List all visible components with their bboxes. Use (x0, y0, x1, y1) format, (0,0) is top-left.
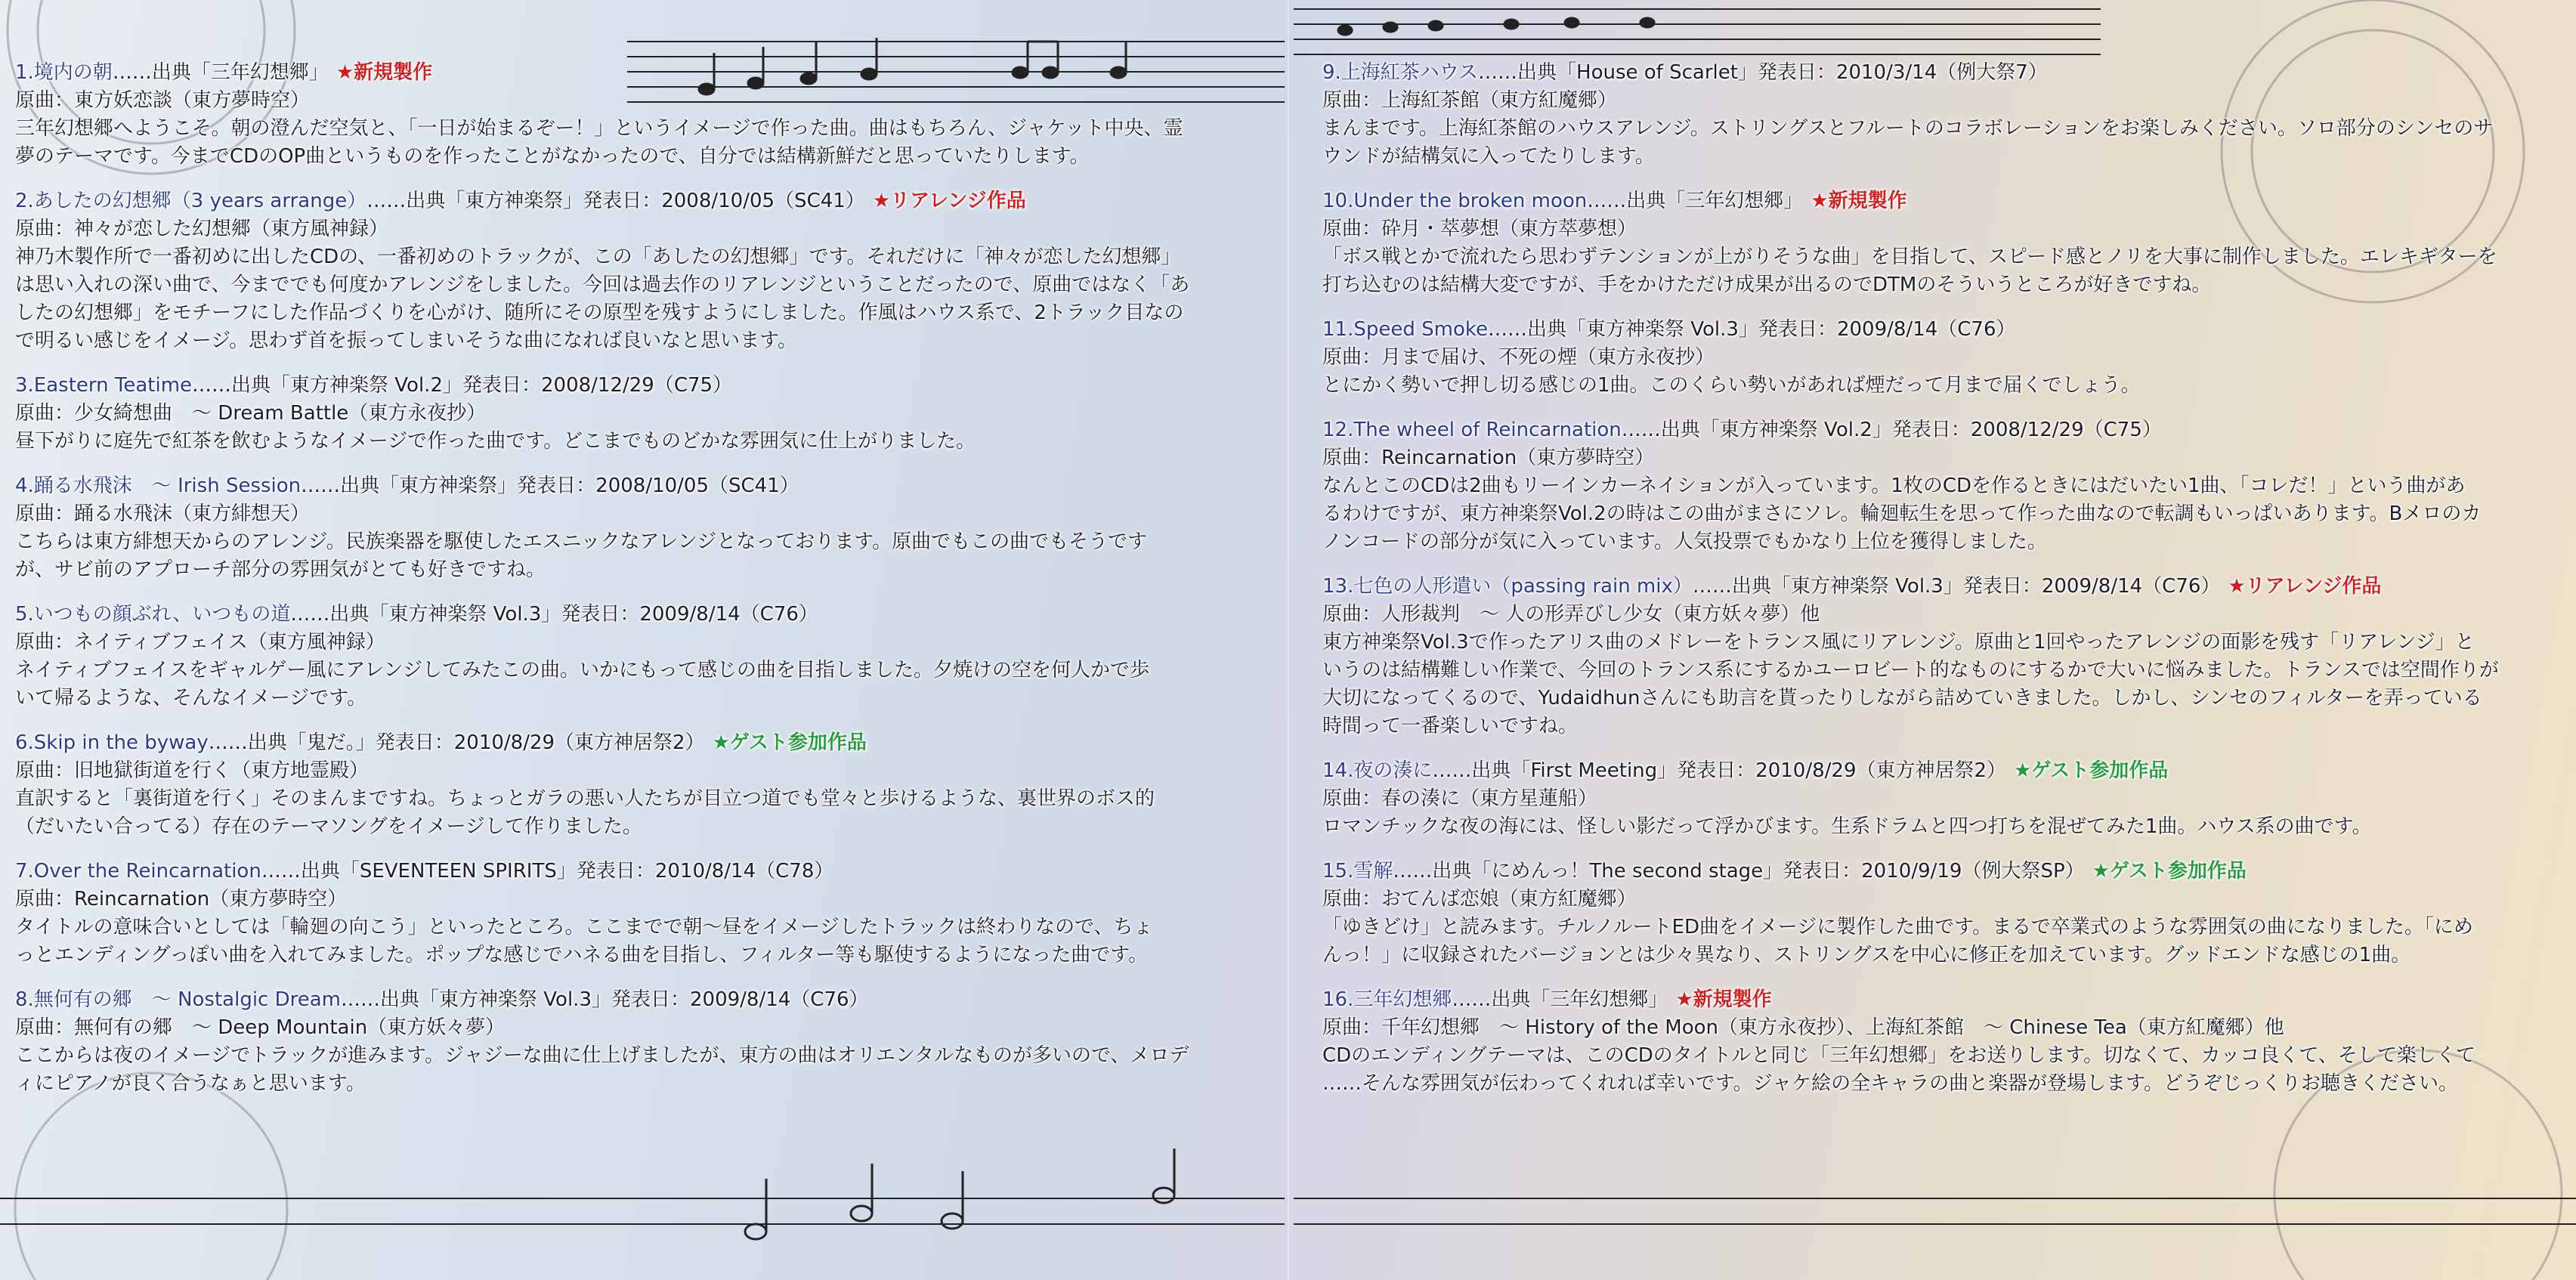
track-7 (15, 858, 1269, 969)
track-title: 3.Eastern Teatime (15, 374, 193, 397)
track-title: 4.踊る水飛沫 ～ Irish Session (15, 475, 302, 497)
track-source: ……出典「東方神楽祭 Vol.3」発表日：2009/8/14（C76） (1692, 575, 2221, 598)
track-source: ……出典「鬼だ。」発表日：2010/8/29（東方神居祭2） (208, 731, 705, 754)
track-source: ……出典「東方神楽祭 Vol.3」発表日：2009/8/14（C76） (1487, 318, 2016, 341)
track-1 (15, 59, 1269, 171)
track-desc-line: なんとこのCDは2曲もリーインカーネイションが入っています。1枚のCDを作るときにはだいたい1曲、「コレだ！」という曲があ (1322, 475, 2466, 497)
track-source: ……出典「三年幻想郷」 (1452, 988, 1668, 1011)
track-title: 5.いつもの顔ぶれ、いつもの道 (15, 603, 291, 626)
track-desc-line: っとエンディングっぽい曲を入れてみました。ポップな感じでハネる曲を目指し、フィルター等も駆使するようになった曲です。 (15, 944, 1149, 966)
new-work-badge: ★新規製作 (1675, 988, 1772, 1011)
rearrange-badge: ★リアレンジ作品 (872, 190, 1026, 212)
track-origin: 原曲：東方妖恋談（東方夢時空） (15, 89, 311, 112)
track-desc-line: 「ボス戦とかで流れたら思わずテンションが上がりそうな曲」を目指して、スピード感とノリを大事に制作しました。エレキギターを (1322, 246, 2497, 268)
track-desc-line: とにかく勢いで押し切る感じの1曲。このくらい勢いがあれば煙だって月まで届くでしょう。 (1322, 374, 2141, 397)
track-title: 9.上海紅茶ハウス (1322, 61, 1479, 84)
track-source: ……出典「House of Scarlet」発表日：2010/3/14（例大祭7） (1478, 61, 2048, 84)
track-source: ……出典「東方神楽祭」発表日：2008/10/05（SC41） (301, 475, 799, 497)
track-origin: 原曲：踊る水飛沫（東方緋想天） (15, 502, 311, 525)
track-title: 1.境内の朝 (15, 61, 113, 84)
track-10 (1322, 187, 2562, 299)
track-16 (1322, 986, 2562, 1098)
track-desc-line: が、サビ前のアプローチ部分の雰囲気がとても好きですね。 (15, 558, 546, 581)
track-desc-line: 神乃木製作所で一番初めに出したCDの、一番初めのトラックが、この「あしたの幻想郷」です。それだけに「神々が恋した幻想郷」 (15, 246, 1181, 268)
track-desc-line: 昼下がりに庭先で紅茶を飲むようなイメージで作った曲です。どこまでものどかな雰囲気に仕上がりました。 (15, 430, 976, 453)
rearrange-badge: ★リアレンジ作品 (2228, 575, 2382, 598)
track-desc-line: ィにピアノが良く合うなぁと思います。 (15, 1072, 366, 1095)
track-desc-line: ここからは夜のイメージでトラックが進みます。ジャジーな曲に仕上げましたが、東方の曲はオリエンタルなものが多いので、メロデ (15, 1044, 1189, 1067)
track-source: ……出典「東方神楽祭」発表日：2008/10/05（SC41） (366, 190, 865, 212)
track-desc-line: まんまです。上海紅茶館のハウスアレンジ。ストリングスとフルートのコラボレーションをお楽しみください。ソロ部分のシンセのサ (1322, 117, 2494, 140)
guest-badge: ★ゲスト参加作品 (712, 731, 867, 754)
page-fold (1287, 0, 1290, 1280)
track-origin: 原曲：月まで届け、不死の煙（東方永夜抄） (1322, 346, 1715, 369)
track-origin: 原曲：砕月・萃夢想（東方萃夢想） (1322, 218, 1637, 240)
track-desc-line: いて帰るような、そんなイメージです。 (15, 687, 367, 710)
track-desc-line: 「ゆきどけ」と読みます。チルノルートED曲をイメージに製作した曲です。まるで卒業式のような雰囲気の曲になりました。「にめ (1322, 916, 2473, 938)
track-origin: 原曲：人形裁判 ～ 人の形弄びし少女（東方妖々夢）他 (1322, 603, 1820, 626)
track-title: 13.七色の人形遣い（passing rain mix） (1322, 575, 1693, 598)
track-origin: 原曲：少女綺想曲 ～ Dream Battle（東方永夜抄） (15, 402, 487, 425)
track-2 (15, 187, 1269, 355)
track-desc-line: （だいたい合ってる）存在のテーマソングをイメージして作りました。 (15, 815, 642, 838)
new-work-badge: ★新規製作 (1811, 190, 1907, 212)
guest-badge: ★ゲスト参加作品 (2092, 860, 2247, 883)
track-desc-line: ネイティブフェイスをギャルゲー風にアレンジしてみたこの曲。いかにもって感じの曲を目指しました。夕焼けの空を何人かで歩 (15, 659, 1149, 682)
new-work-badge: ★新規製作 (336, 61, 433, 84)
track-desc-line: タイトルの意味合いとしては「輪廻の向こう」といったところ。ここまでで朝～昼をイメージしたトラックは終わりなので、ちょ (15, 916, 1153, 938)
track-desc-line: んっ！」に収録されたバージョンとは少々異なり、ストリングスを中心に修正を加えています。グッドエンドな感じの1曲。 (1322, 944, 2411, 966)
track-origin: 原曲：おてんば恋娘（東方紅魔郷） (1322, 888, 1637, 911)
track-3 (15, 372, 1269, 456)
track-11 (1322, 316, 2562, 400)
track-desc-line: 東方神楽祭Vol.3で作ったアリス曲のメドレーをトランス風にリアレンジ。原曲と1回やったアレンジの面影を残す「リアレンジ」と (1322, 631, 2475, 654)
left-page (15, 59, 1269, 1115)
track-desc-line: 夢のテーマです。今までCDのOP曲というものを作ったことがなかったので、自分では結構新鮮だと思っていたりします。 (15, 145, 1090, 168)
track-desc-line: 時間って一番楽しいですね。 (1322, 715, 1579, 737)
track-4 (15, 472, 1269, 584)
track-title: 6.Skip in the byway (15, 731, 209, 754)
track-desc-line: ウンドが結構気に入ってたりします。 (1322, 145, 1655, 168)
track-desc-line: CDのエンディングテーマは、このCDのタイトルと同じ「三年幻想郷」をお送りします。切なくて、カッコ良くて、そして楽しくて (1322, 1044, 2475, 1067)
track-origin: 原曲：上海紅茶館（東方紅魔郷） (1322, 89, 1618, 112)
track-title: 12.The wheel of Reincarnation (1322, 419, 1622, 441)
track-origin: 原曲：Reincarnation（東方夢時空） (15, 888, 348, 911)
track-origin: 原曲：旧地獄街道を行く（東方地霊殿） (15, 759, 370, 782)
track-title: 2.あしたの幻想郷（3 years arrange） (15, 190, 367, 212)
track-desc-line: したの幻想郷」をモチーフにした作品づくりを心がけ、随所にその原型を残すようにしました。作風はハウス系で、2トラック目なの (15, 301, 1184, 324)
track-source: ……出典「SEVENTEEN SPIRITS」発表日：2010/8/14（C78） (261, 860, 834, 883)
track-desc-line: は思い入れの深い曲で、今まででも何度かアレンジをしました。今回は過去作のリアレンジということだったので、原曲ではなく「あ (15, 274, 1190, 296)
track-origin: 原曲：千年幻想郷 ～ History of the Moon（東方永夜抄）、上海紅茶館 ～ Chinese Tea（東方紅魔郷）他 (1322, 1016, 2284, 1039)
track-origin: 原曲：神々が恋した幻想郷（東方風神録） (15, 218, 389, 240)
track-title: 8.無何有の郷 ～ Nostalgic Dream (15, 988, 342, 1011)
track-origin: 原曲：春の湊に（東方星蓮船） (1322, 787, 1598, 810)
track-source: ……出典「にめんっ！The second stage」発表日：2010/9/19（例大祭SP） (1393, 860, 2085, 883)
track-13 (1322, 573, 2562, 740)
guest-badge: ★ゲスト参加作品 (2014, 759, 2169, 782)
track-title: 7.Over the Reincarnation (15, 860, 261, 883)
track-title: 14.夜の湊に (1322, 759, 1433, 782)
track-6 (15, 729, 1269, 841)
track-title: 11.Speed Smoke (1322, 318, 1488, 341)
track-source: ……出典「First Meeting」発表日：2010/8/29（東方神居祭2） (1432, 759, 2007, 782)
right-page (1322, 59, 2562, 1115)
track-title: 15.雪解 (1322, 860, 1393, 883)
track-source: ……出典「東方神楽祭 Vol.2」発表日：2008/12/29（C75） (1621, 419, 2162, 441)
track-desc-line: いうのは結構難しい作業で、今回のトランス系にするかユーロビート的なものにするかで大いに悩みました。トランスでは空間作りが (1322, 659, 2499, 682)
track-desc-line: 三年幻想郷へようこそ。朝の澄んだ空気と、「一日が始まるぞー！」というイメージで作った曲。曲はもちろん、ジャケット中央、霊 (15, 117, 1183, 140)
track-desc-line: ロマンチックな夜の海には、怪しい影だって浮かびます。生系ドラムと四つ打ちを混ぜてみた1曲。ハウス系の曲です。 (1322, 815, 2372, 838)
track-source: ……出典「三年幻想郷」 (1587, 190, 1804, 212)
track-desc-line: で明るい感じをイメージ。思わず首を振ってしまいそうな曲になれば良いなと思います。 (15, 329, 798, 352)
track-desc-line: 大切になってくるので、Yudaidhunさんにも助言を貰ったりしながら詰めていきました。しかし、シンセのフィルターを弄っている (1322, 687, 2482, 710)
track-12 (1322, 416, 2562, 556)
track-desc-line: ノンコードの部分が気に入っています。人気投票でもかなり上位を獲得しました。 (1322, 530, 2047, 553)
track-title: 16.三年幻想郷 (1322, 988, 1452, 1011)
track-14 (1322, 757, 2562, 841)
track-desc-line: 打ち込むのは結構大変ですが、手をかけただけ成果が出るのでDTMのそういうところが好きですね。 (1322, 274, 2212, 296)
track-source: ……出典「三年幻想郷」 (112, 61, 329, 84)
track-source: ……出典「東方神楽祭 Vol.3」発表日：2009/8/14（C76） (290, 603, 818, 626)
track-title: 10.Under the broken moon (1322, 190, 1588, 212)
track-8 (15, 986, 1269, 1098)
track-desc-line: こちらは東方緋想天からのアレンジ。民族楽器を駆使したエスニックなアレンジとなっております。原曲でもこの曲でもそうです (15, 530, 1148, 553)
track-source: ……出典「東方神楽祭 Vol.2」発表日：2008/12/29（C75） (192, 374, 733, 397)
track-source: ……出典「東方神楽祭 Vol.3」発表日：2009/8/14（C76） (341, 988, 869, 1011)
track-origin: 原曲：無何有の郷 ～ Deep Mountain（東方妖々夢） (15, 1016, 506, 1039)
track-origin: 原曲：Reincarnation（東方夢時空） (1322, 447, 1655, 469)
track-desc-line: ……そんな雰囲気が伝わってくれれば幸いです。ジャケ絵の全キャラの曲と楽器が登場します。どうぞじっくりお聴きください。 (1322, 1072, 2459, 1095)
track-origin: 原曲：ネイティブフェイス（東方風神録） (15, 631, 385, 654)
track-desc-line: るわけですが、東方神楽祭Vol.2の時はこの曲がまさにソレ。輪廻転生を思って作った曲なので転調もいっぱいあります。Bメロのカ (1322, 502, 2482, 525)
track-desc-line: 直訳すると「裏街道を行く」そのまんまですね。ちょっとガラの悪い人たちが目立つ道でも堂々と歩けるような、裏世界のボス的 (15, 787, 1155, 810)
track-9 (1322, 59, 2562, 171)
track-5 (15, 601, 1269, 713)
track-15 (1322, 858, 2562, 969)
